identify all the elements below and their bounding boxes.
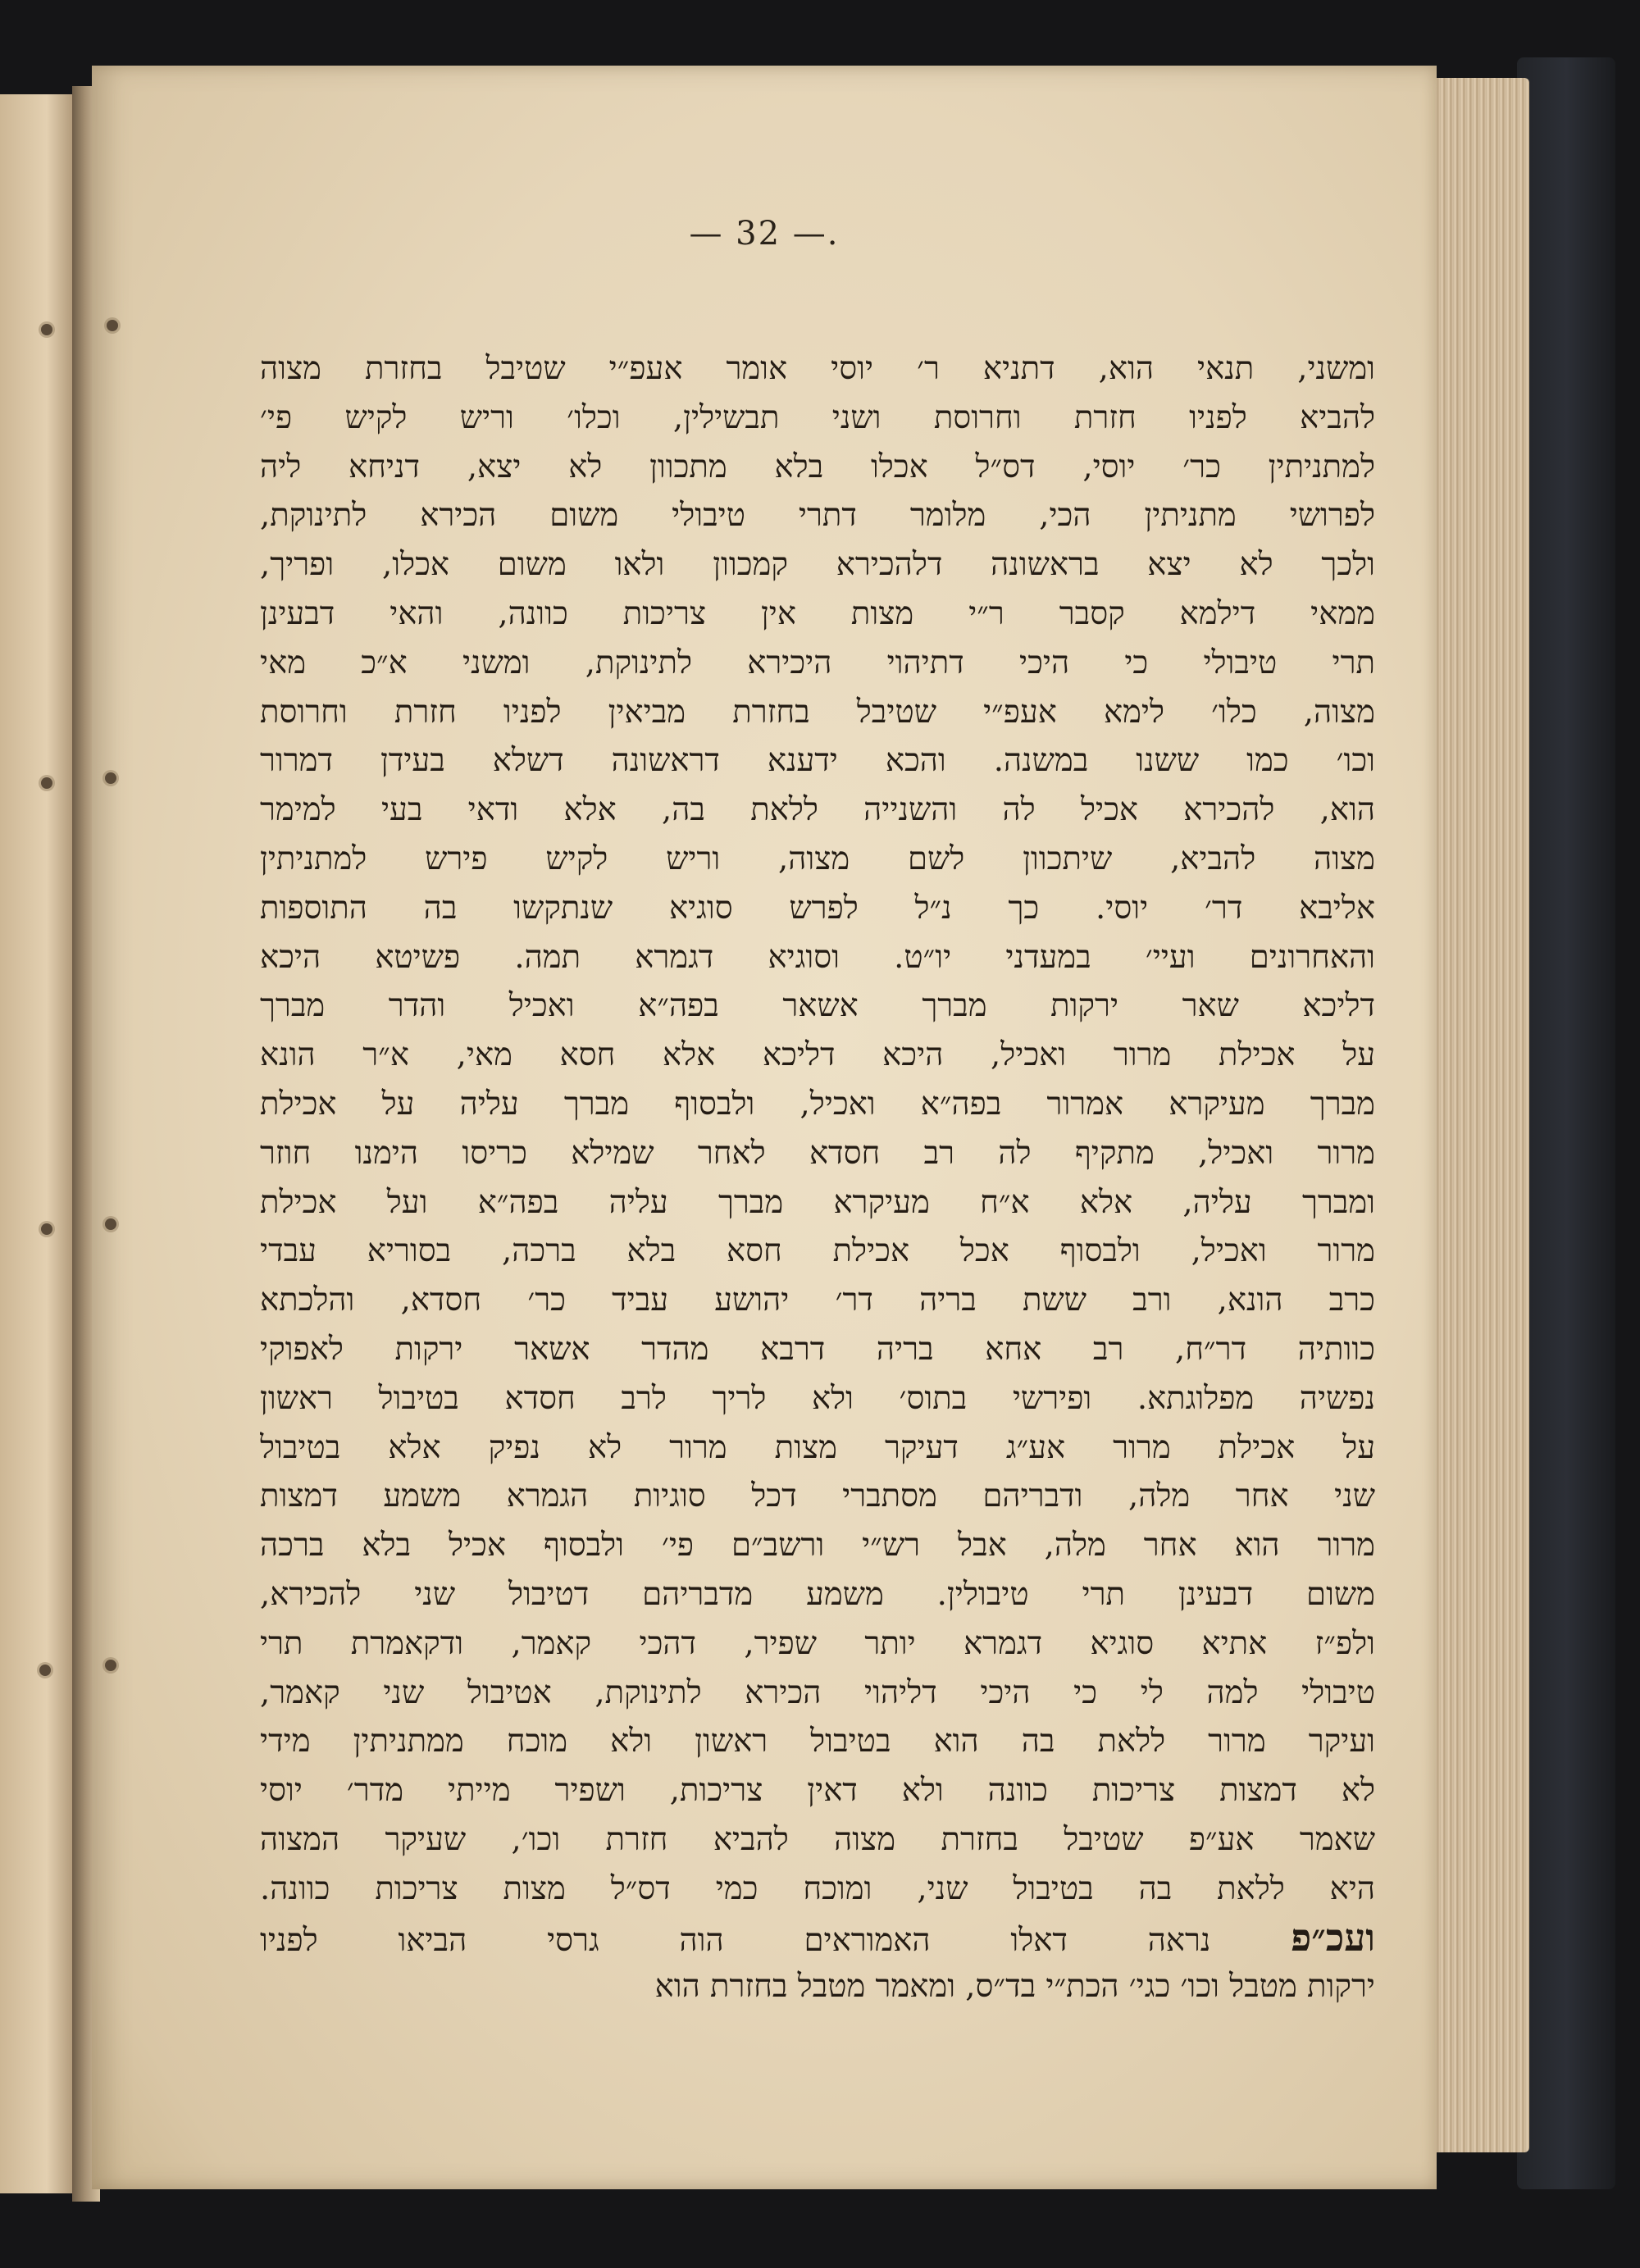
- binding-hole-icon: [105, 772, 116, 784]
- text-line: היא ללאת בה בטיבול שני, ומוכח כמי דס״ל מצות צריכות כוונה.: [260, 1870, 1375, 1907]
- text-line: אליבא דר׳ יוסי. כך נ״ל לפרש סוגיא שנתקשו בה התוספות: [260, 889, 1375, 927]
- lead-word: ועכ״פ: [1291, 1915, 1375, 1960]
- text-line: ולפ״ז אתיא סוגיא דגמרא יותר שפיר, דהכי קאמר, ודקאמרת תרי: [260, 1624, 1375, 1662]
- text-line: ומשני, תנאי הוא, דתניא ר׳ יוסי אומר אעפ״י שטיבל בחזרת מצוה: [260, 350, 1375, 387]
- binding-hole-icon: [41, 324, 52, 335]
- text-line: ועיקר מרור ללאת בה הוא בטיבול ראשון ולא מוכח ממתניתין מידי: [260, 1723, 1375, 1760]
- text-line: לא דמצות צריכות כוונה ולא דאין צריכות, ושפיר מייתי מדר׳ יוסי: [260, 1772, 1375, 1810]
- lead-line-rest: נראה דאלו האמוראים הוה גרסי הביאו לפניו: [260, 1921, 1211, 1959]
- text-line: דליכא שאר ירקות מברך אשאר בפה״א ואכיל והדר מברך: [260, 987, 1375, 1025]
- book-cover-edge: [1517, 57, 1615, 2189]
- text-line: הוא, להכירא אכיל לה והשנייה ללאת בה, אלא ודאי בעי למימר: [260, 791, 1375, 829]
- text-line: ירקות מטבל וכו׳ כגי׳ הכת״י בד״ס, ומאמר מטבל בחזרת הוא: [654, 1968, 1375, 2006]
- text-line: מרור הוא אחר מלה, אבל רש״י ורשב״ם פי׳ ולבסוף אכיל בלא ברכה: [260, 1527, 1375, 1564]
- left-page-edge: [0, 94, 78, 2193]
- text-line: מצוה להביא, שיתכוון לשם מצוה, וריש לקיש פירש למתניתין: [260, 840, 1375, 877]
- text-line: ממאי דילמא קסבר ר״י מצות אין צריכות כוונה, והאי דבעינן: [260, 594, 1375, 632]
- text-line: טיבולי למה לי כי היכי דליהוי הכירא לתינוקת, אטיבול שני קאמר,: [260, 1674, 1375, 1711]
- text-line: שאמר אע״פ שטיבל בחזרת מצוה להביא חזרת וכו׳, שעיקר המצוה: [260, 1820, 1375, 1858]
- text-line: מרור ואכיל, ולבסוף אכל אכילת חסא בלא ברכה, בסוריא עבדי: [260, 1232, 1375, 1270]
- body-text: [260, 344, 1375, 2011]
- text-line: מרור ואכיל, מתקיף לה רב חסדא לאחר שמילא כריסו הימנו חוזר: [260, 1134, 1375, 1172]
- binding-hole-icon: [105, 1218, 116, 1230]
- text-line: שני אחר מלה, ודבריהם מסתברי דכל סוגיות הגמרא משמע דמצות: [260, 1478, 1375, 1515]
- binding-hole-icon: [41, 1223, 52, 1235]
- text-line: מצוה, כלו׳ לימא אעפ״י שטיבל בחזרת מביאין לפניו חזרת וחרוסת: [260, 693, 1375, 731]
- text-line: להביא לפניו חזרת וחרוסת ושני תבשילין, וכלו׳ וריש לקיש פי׳: [260, 398, 1375, 436]
- book-page: [92, 66, 1437, 2189]
- binding-hole-icon: [107, 320, 118, 331]
- text-line: כרב הונא, ורב ששת בריה דר׳ יהושע עביד כר׳ חסדא, והלכתא: [260, 1282, 1375, 1319]
- text-line: על אכילת מרור ואכיל, היכא דליכא אלא חסא מאי, א״ר הונא: [260, 1036, 1375, 1074]
- text-line: לפרושי מתניתין הכי, מלומר דתרי טיבולי משום הכירא לתינוקת,: [260, 497, 1375, 535]
- paragraph-start-line: [260, 1914, 1375, 1963]
- text-line: משום דבעינן תרי טיבולין. משמע מדבריהם דטיבול שני להכירא,: [260, 1575, 1375, 1613]
- text-line: ולכך לא יצא בראשונה דלהכירא קמכוון ולאו משום אכלו, ופריך,: [260, 546, 1375, 584]
- text-line: והאחרונים ועיי׳ במעדני יו״ט. וסוגיא דגמרא תמה. פשיטא היכא: [260, 938, 1375, 976]
- binding-hole-icon: [41, 777, 52, 789]
- binding-hole-icon: [105, 1660, 116, 1671]
- page-number: — 32 —.: [689, 215, 840, 253]
- text-line: נפשיה מפלוגתא. ופירשי בתוס׳ ולא לריך לרב חסדא בטיבול ראשון: [260, 1379, 1375, 1417]
- text-line: וכו׳ כמו ששנו במשנה. והכא ידענא דראשונה דשלא בעידן דמרור: [260, 742, 1375, 780]
- text-line: כוותיה דר״ח, רב אחא בריה דרבא מהדר אשאר ירקות לאפוקי: [260, 1330, 1375, 1368]
- text-line: ומברך עליה, אלא א״ח מעיקרא מברך עליה בפה״א ועל אכילת: [260, 1183, 1375, 1221]
- binding-hole-icon: [39, 1665, 51, 1676]
- text-line: למתניתין כר׳ יוסי, דס״ל אכלו בלא מתכוון לא יצא, דניחא ליה: [260, 448, 1375, 485]
- text-line: על אכילת מרור אע״ג דעיקר מצות מרור לא נפיק אלא בטיבול: [260, 1428, 1375, 1466]
- text-line: מברך מעיקרא אמרור בפה״א ואכיל, ולבסוף מברך עליה על אכילת: [260, 1085, 1375, 1123]
- text-line: תרי טיבולי כי היכי דתיהוי היכירא לתינוקת, ומשני א״כ מאי: [260, 644, 1375, 681]
